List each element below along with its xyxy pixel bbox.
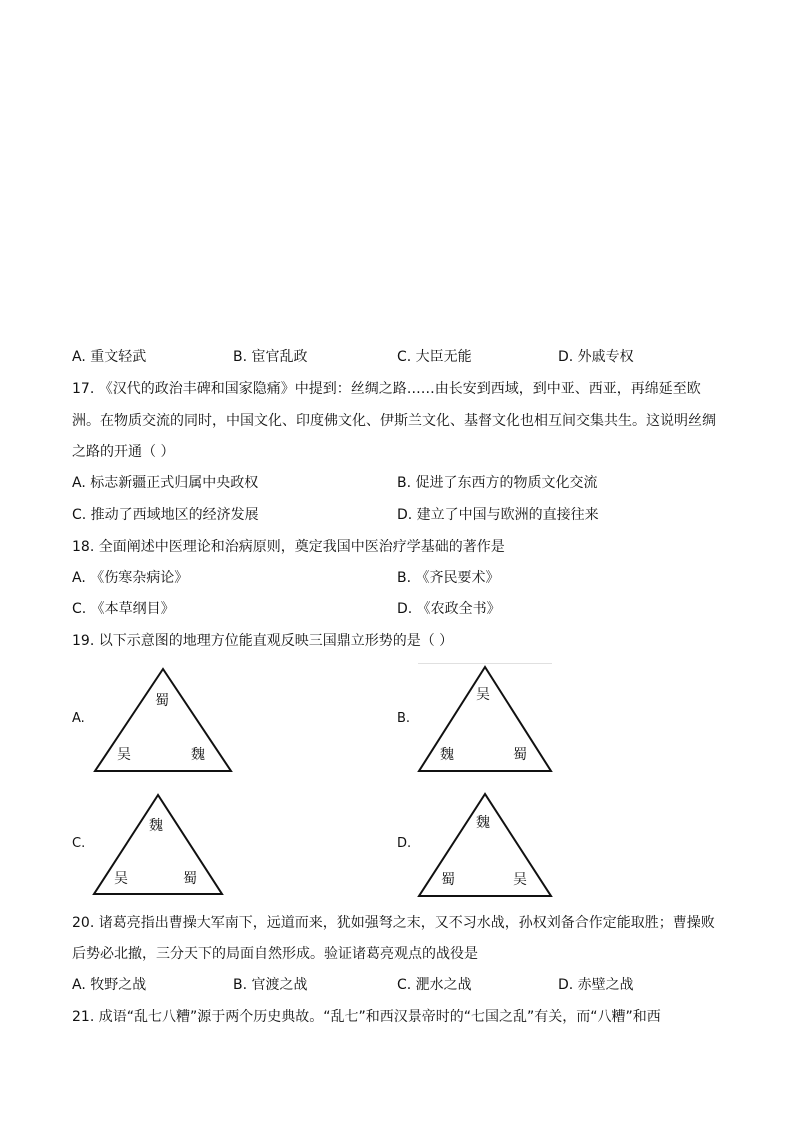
q17-option-c: C. 推动了西域地区的经济发展 xyxy=(72,507,259,523)
q20-option-d: D. 赤壁之战 xyxy=(558,977,634,993)
diagram-a-left: 吴 xyxy=(117,747,131,763)
diagram-border-line xyxy=(418,663,552,664)
diagram-c xyxy=(92,793,224,896)
diagram-d-right: 吴 xyxy=(513,872,527,888)
q18-option-a: A. 《伤寒杂病论》 xyxy=(72,570,189,586)
q17-stem-line-3: 之路的开通（ ） xyxy=(72,444,175,460)
diagram-d-top: 魏 xyxy=(476,815,490,831)
diagram-d xyxy=(417,792,553,898)
q17-option-a: A. 标志新疆正式归属中央政权 xyxy=(72,475,259,491)
diagram-b-right: 蜀 xyxy=(513,747,527,763)
q17-stem-line-1: 17. 《汉代的政治丰碑和国家隐痛》中提到：丝绸之路……由长安到西域，到中亚、西亚，再绵延至欧 xyxy=(72,381,701,397)
diagram-d-letter: D. xyxy=(397,836,412,851)
triangle-a xyxy=(93,667,233,773)
diagram-a xyxy=(93,667,233,773)
diagram-c-letter: C. xyxy=(72,836,86,851)
q20-option-b: B. 官渡之战 xyxy=(233,977,308,993)
diagram-c-right: 蜀 xyxy=(183,871,197,887)
diagram-d-left: 蜀 xyxy=(441,872,455,888)
q20-stem-line-2: 后势必北撤，三分天下的局面自然形成。验证诸葛亮观点的战役是 xyxy=(72,946,478,962)
q18-stem: 18. 全面阐述中医理论和治病原则，奠定我国中医治疗学基础的著作是 xyxy=(72,539,505,555)
q18-option-b: B. 《齐民要术》 xyxy=(397,570,500,586)
triangle-c xyxy=(92,793,224,896)
q19-stem: 19. 以下示意图的地理方位能直观反映三国鼎立形势的是（ ） xyxy=(72,633,454,649)
q20-option-a: A. 牧野之战 xyxy=(72,977,147,993)
q20-stem-line-1: 20. 诸葛亮指出曹操大军南下，远道而来，犹如强弩之末，又不习水战，孙权刘备合作定能取胜；曹操败 xyxy=(72,915,715,931)
diagram-a-right: 魏 xyxy=(191,747,205,763)
q16-option-b: B. 宦官乱政 xyxy=(233,349,308,365)
diagram-b-letter: B. xyxy=(397,711,411,726)
q17-stem-line-2: 洲。在物质交流的同时，中国文化、印度佛文化、伊斯兰文化、基督文化也相互间交集共生。这说明丝绸 xyxy=(72,413,716,429)
diagram-c-top: 魏 xyxy=(149,818,163,834)
diagram-b-left: 魏 xyxy=(440,747,454,763)
diagram-a-letter: A. xyxy=(72,711,85,726)
q17-option-d: D. 建立了中国与欧洲的直接往来 xyxy=(397,507,599,523)
diagram-c-left: 吴 xyxy=(114,871,128,887)
q18-option-d: D. 《农政全书》 xyxy=(397,601,501,617)
q21-stem: 21. 成语“乱七八糟”源于两个历史典故。“乱七”和西汉景帝时的“七国之乱”有关，而“八糟”和西 xyxy=(72,1009,661,1025)
q16-option-d: D. 外戚专权 xyxy=(558,349,634,365)
q16-option-c: C. 大臣无能 xyxy=(397,349,472,365)
q17-option-b: B. 促进了东西方的物质文化交流 xyxy=(397,475,598,491)
q20-option-c: C. 淝水之战 xyxy=(397,977,472,993)
q18-option-c: C. 《本草纲目》 xyxy=(72,601,175,617)
q16-option-a: A. 重文轻武 xyxy=(72,349,147,365)
triangle-d xyxy=(417,792,553,898)
diagram-b-top: 吴 xyxy=(476,687,490,703)
triangle-b xyxy=(417,665,553,773)
diagram-b xyxy=(417,665,553,773)
diagram-a-top: 蜀 xyxy=(155,693,169,709)
